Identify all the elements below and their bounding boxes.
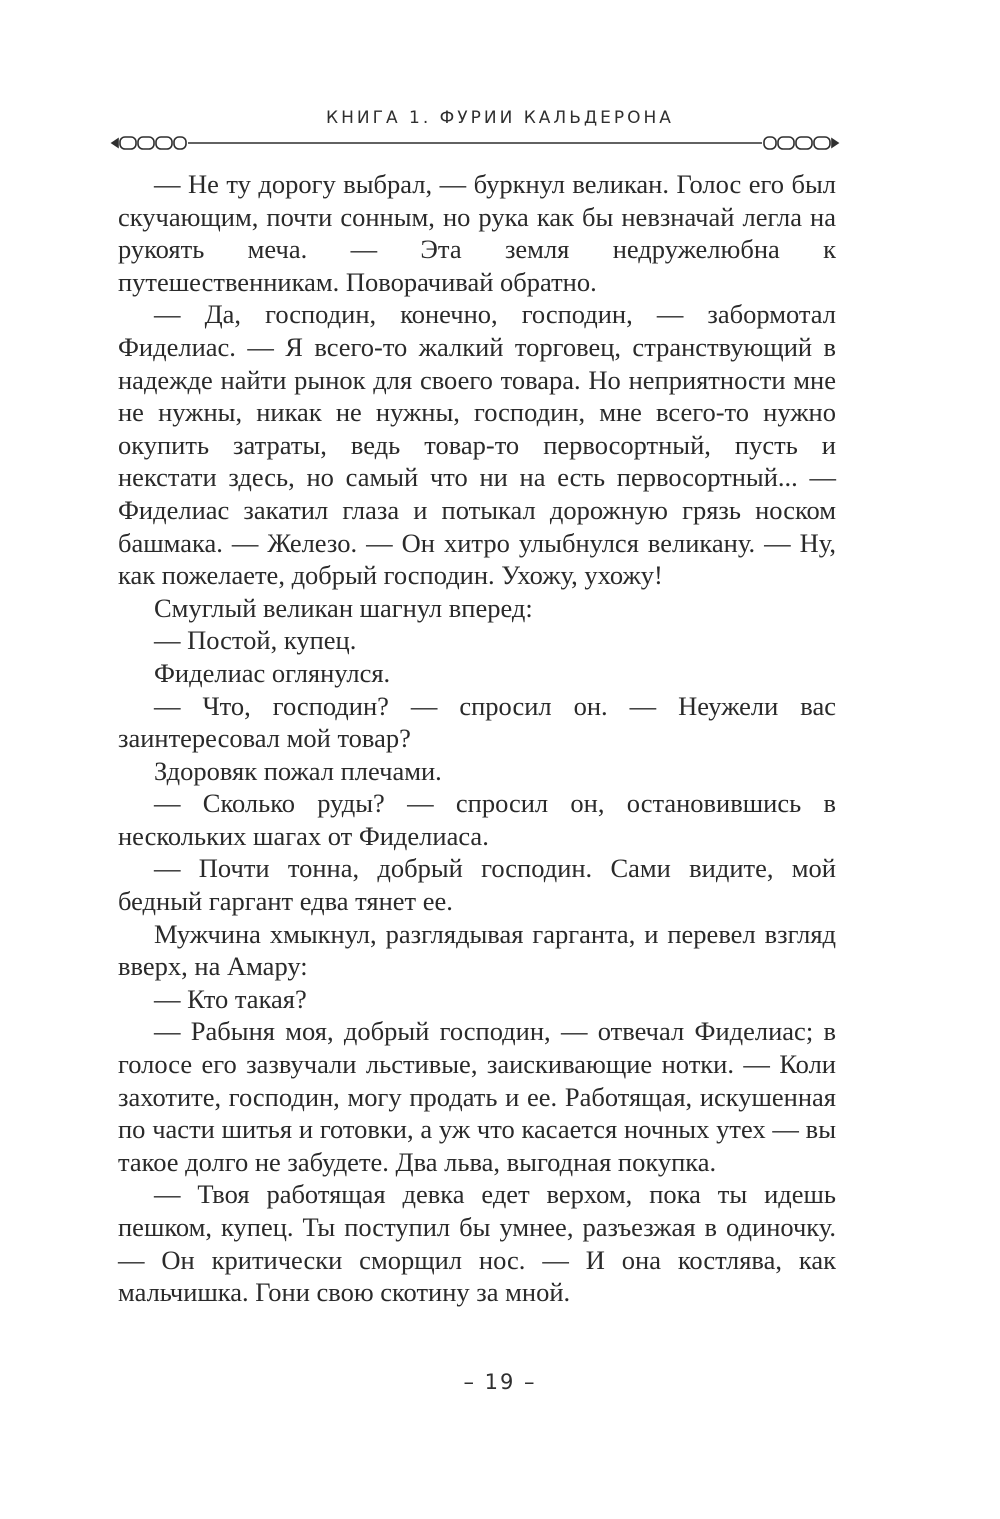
paragraph: — Рабыня моя, добрый господин, — отвечал Фиделиас; в голосе его зазвучали льстивые, заискивающие нотки. — Коли захотите, господин, могу продать и ее. Работящая, искушенная по части шитья и готовки, а уж что касается ночных утех — вы такое долго не забудете. Два льва, выгодная покупка.: [118, 1016, 836, 1177]
paragraph: Смуглый великан шагнул вперед:: [154, 592, 533, 623]
paragraph: — Постой, купец.: [154, 625, 357, 656]
body-text: [118, 168, 836, 1309]
paragraph: — Твоя работящая девка едет верхом, пока ты идешь пешком, купец. Ты поступил бы умнее, разъезжая в одиночку. — Он критически сморщил нос. — И она костлява, как мальчишка. Гони свою скотину за мной.: [118, 1179, 836, 1308]
header-ornament-rule: [110, 131, 840, 155]
paragraph: Здоровяк пожал плечами.: [154, 755, 442, 786]
paragraph: — Кто такая?: [154, 983, 307, 1014]
paragraph: — Почти тонна, добрый господин. Сами видите, мой бедный гаргант едва тянет ее.: [118, 853, 836, 917]
page-number: – 19 –: [463, 1370, 537, 1394]
paragraph: — Да, господин, конечно, господин, — забормотал Фиделиас. — Я всего-то жалкий торговец, странствующий в надежде найти рынок для своего товара. Но неприятности мне не нужны, никак не нужны, господин, мне всего-то нужно окупить затраты, ведь товар-то первосортный, пусть и некстати здесь, но самый что ни на есть первосортный... — Фиделиас закатил глаза и потыкал дорожную грязь носком башмака. — Железо. — Он хитро улыбнулся великану. — Ну, как пожелаете, добрый господин. Ухожу, ухожу!: [118, 299, 836, 591]
chain-ornament-left-icon: [112, 137, 186, 149]
chain-ornament-right-icon: [764, 137, 838, 149]
paragraph: — Сколько руды? — спросил он, остановившись в нескольких шагах от Фиделиаса.: [118, 788, 836, 851]
paragraph: Фиделиас оглянулся.: [154, 657, 391, 688]
running-title: КНИГА 1. ФУРИИ КАЛЬДЕРОНА: [326, 108, 674, 128]
paragraph: Мужчина хмыкнул, разглядывая гарганта, и перевел взгляд вверх, на Амару:: [118, 918, 836, 982]
paragraph: — Не ту дорогу выбрал, — буркнул великан. Голос его был скучающим, почти сонным, но рука как бы невзначай легла на рукоять меча. — Эта земля недружелюбна к путешественникам. Поворачивай обратно.: [118, 169, 836, 297]
paragraph: — Что, господин? — спросил он. — Неужели вас заинтересовал мой товар?: [118, 690, 836, 754]
